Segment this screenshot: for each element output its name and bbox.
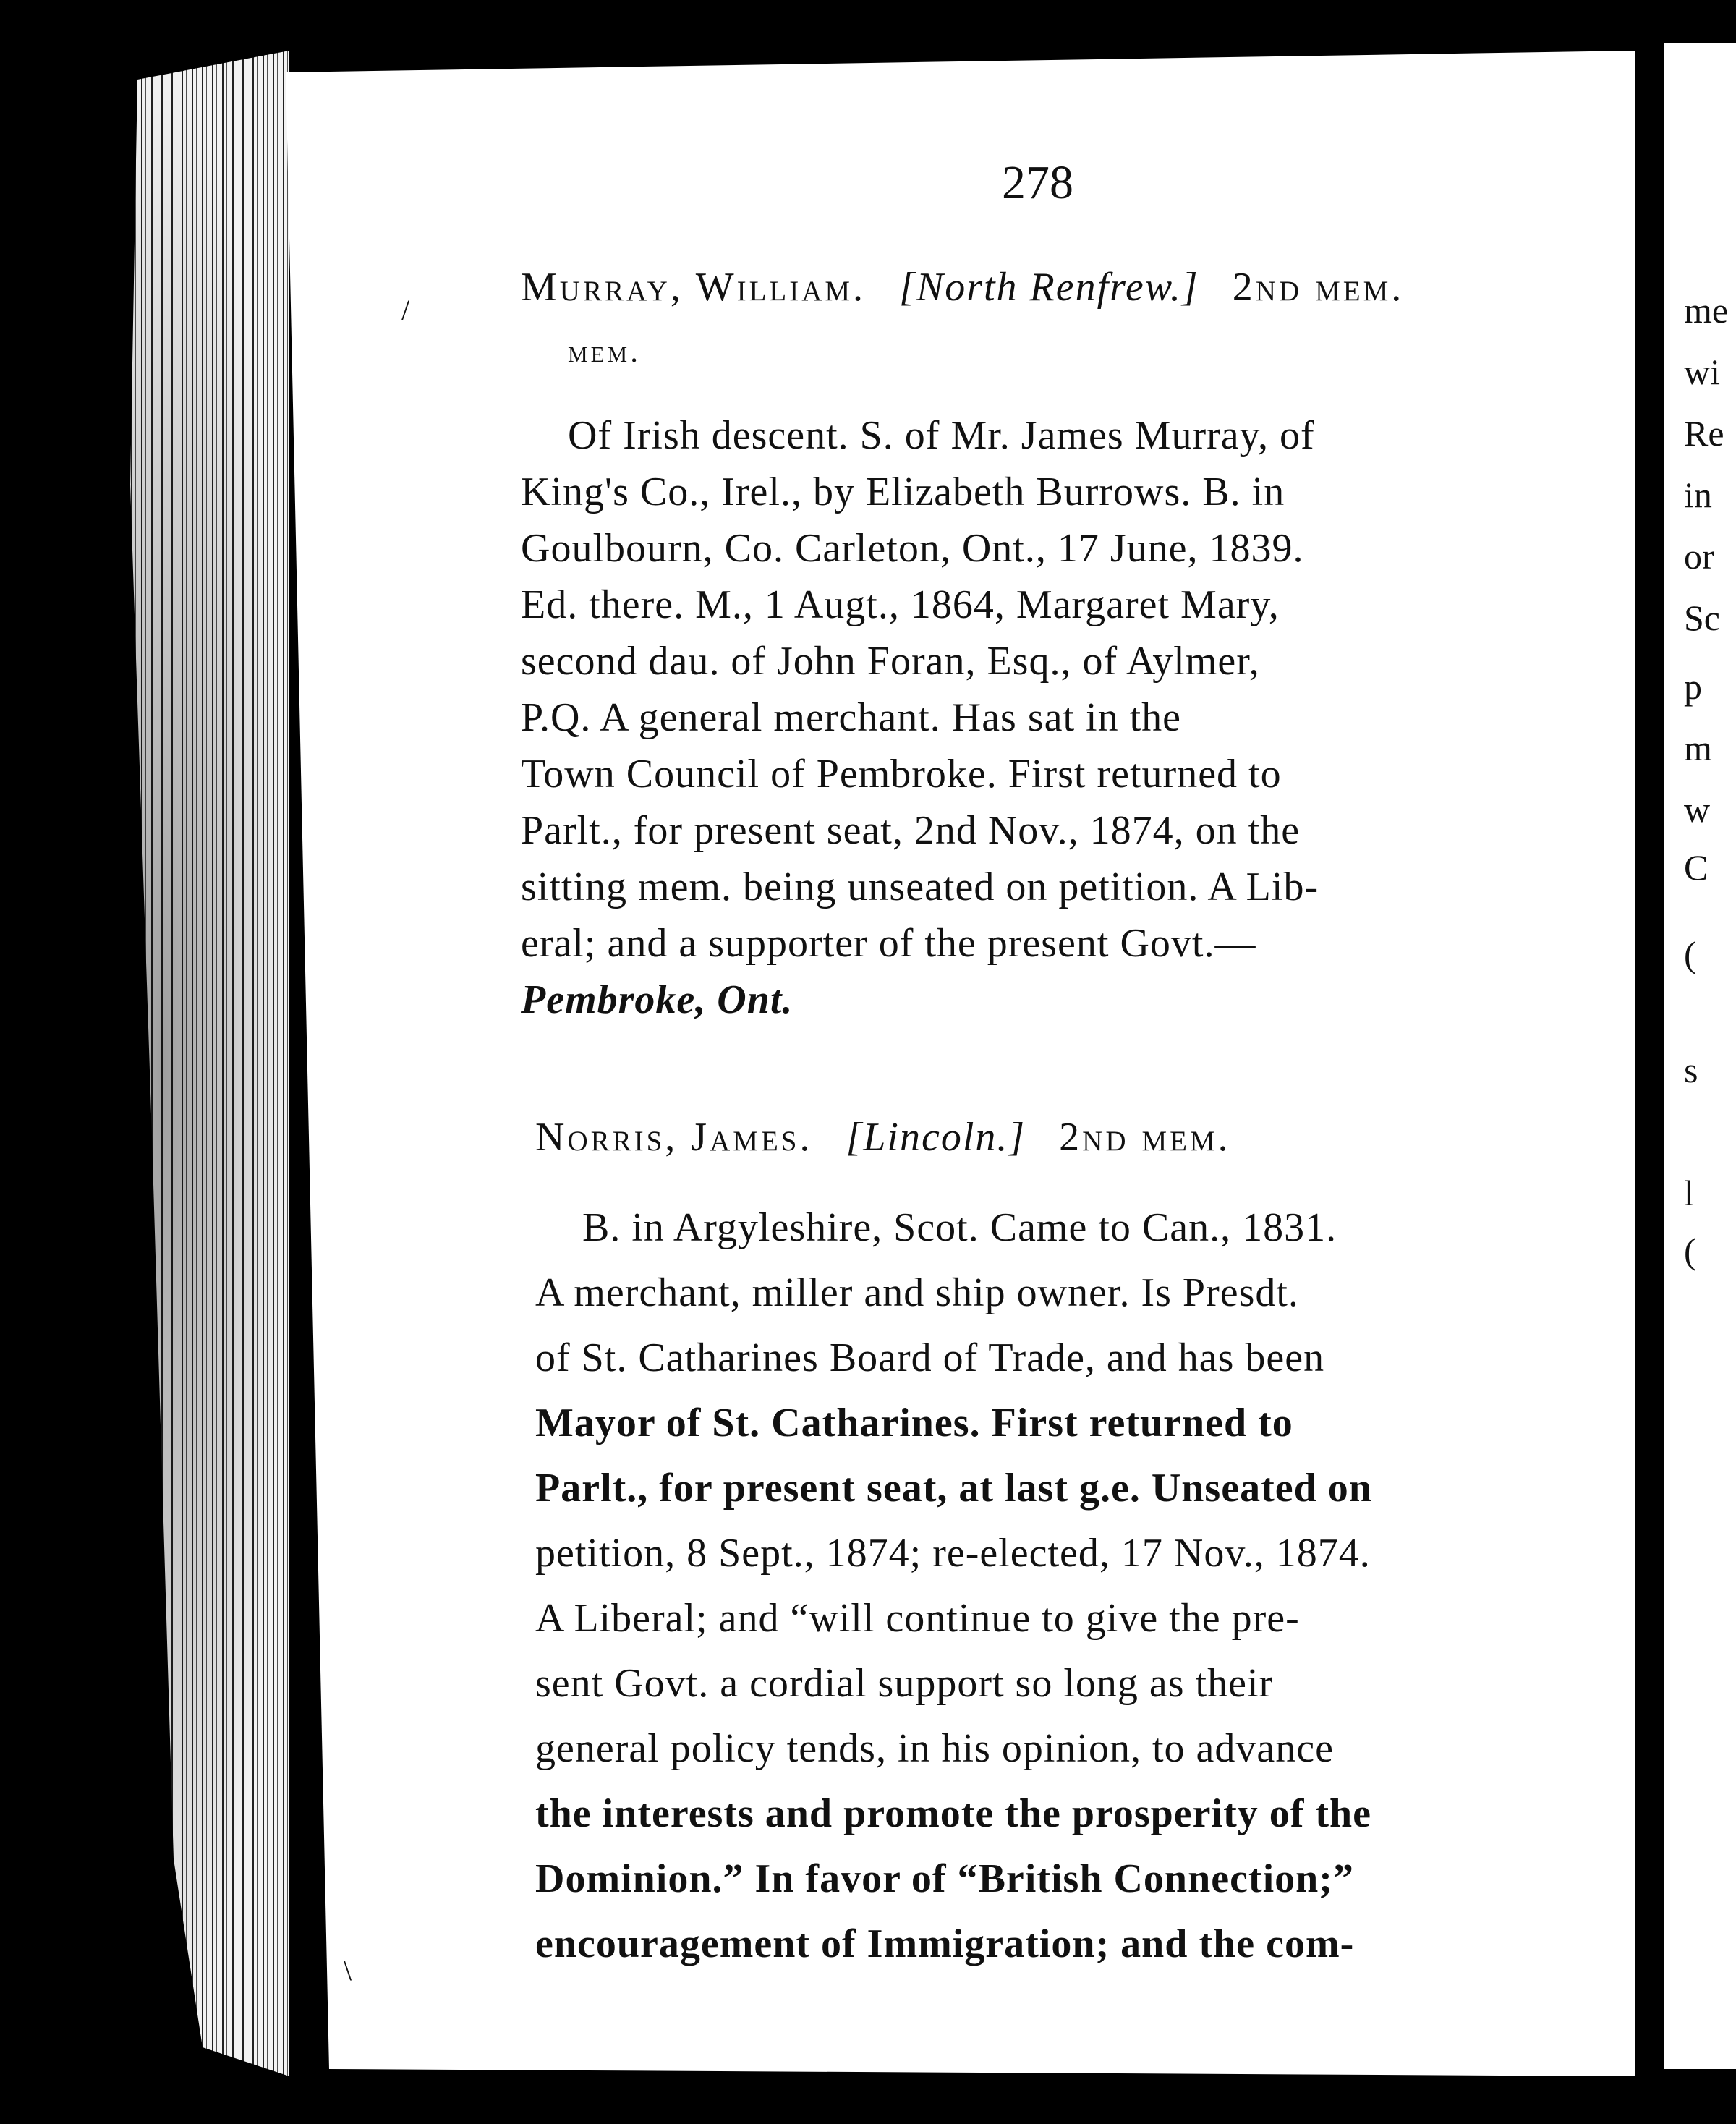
entry-address: Pembroke, Ont. — [521, 977, 793, 1022]
entry-line: Mayor of St. Catharines. First returned to — [535, 1401, 1293, 1445]
next-page-fragment: in — [1684, 475, 1712, 515]
entry-constituency: [North Renfrew.] — [899, 265, 1199, 310]
entry-line: Dominion.” In favor of “British Connection;” — [535, 1856, 1354, 1901]
entry-heading-continuation: mem. — [568, 334, 642, 369]
margin-mark: / — [401, 294, 410, 326]
next-page-fragment: C — [1684, 847, 1709, 888]
entry-line: Parlt., for present seat, at last g.e. Unseated on — [535, 1466, 1372, 1511]
next-page-fragment: l — [1684, 1173, 1694, 1213]
entry-line: general policy tends, in his opinion, to advance — [535, 1726, 1334, 1771]
entry-line: Town Council of Pembroke. First returned to — [521, 752, 1282, 796]
next-page-fragment: me — [1684, 290, 1729, 331]
next-page-fragment: w — [1684, 789, 1711, 830]
entry-name: Norris, James. — [535, 1115, 813, 1160]
next-page-fragment: m — [1684, 728, 1712, 768]
entry-line: second dau. of John Foran, Esq., of Aylmer, — [521, 639, 1260, 684]
next-page-fragment: wi — [1684, 352, 1720, 392]
entry-line: petition, 8 Sept., 1874; re-elected, 17 Nov., 1874. — [535, 1531, 1371, 1576]
next-page-fragment: p — [1684, 666, 1702, 707]
entry-line: encouragement of Immigration; and the com- — [535, 1921, 1355, 1966]
entry-line: P.Q. A general merchant. Has sat in the — [521, 695, 1182, 740]
entry-name: Murray, William. — [521, 265, 867, 310]
margin-mark: \ — [344, 1954, 352, 1987]
book-page — [286, 51, 1635, 2076]
entry-heading — [521, 264, 1404, 310]
entry-line: sitting mem. being unseated on petition. A Lib- — [521, 865, 1319, 909]
entry-line: Ed. there. M., 1 Augt., 1864, Margaret Mary, — [521, 582, 1280, 627]
entry-line: of St. Catharines Board of Trade, and has been — [535, 1335, 1325, 1380]
entry-line: B. in Argyleshire, Scot. Came to Can., 1831. — [582, 1205, 1337, 1250]
next-page-fragment: Re — [1684, 413, 1724, 454]
entry-line: sent Govt. a cordial support so long as their — [535, 1661, 1274, 1706]
entry-line: A merchant, miller and ship owner. Is Presdt. — [535, 1270, 1299, 1315]
next-page-fragment: or — [1684, 536, 1714, 577]
entry-line: eral; and a supporter of the present Govt.— — [521, 921, 1256, 966]
entry-member: 2nd mem. — [1059, 1115, 1231, 1160]
next-page-fragment: ( — [1684, 934, 1696, 974]
entry-line: Goulbourn, Co. Carleton, Ont., 17 June, 1839. — [521, 526, 1304, 571]
next-page-edge — [1664, 43, 1736, 2069]
entry-line: King's Co., Irel., by Elizabeth Burrows. B. in — [521, 470, 1285, 514]
book-page-edges — [109, 51, 289, 2076]
entry-line: the interests and promote the prosperity of the — [535, 1791, 1372, 1836]
page-number: 278 — [1002, 156, 1073, 209]
entry-constituency: [Lincoln.] — [846, 1115, 1026, 1160]
entry-member: 2nd mem. — [1232, 265, 1405, 310]
next-page-fragment: ( — [1684, 1231, 1696, 1271]
next-page-fragment: Sc — [1684, 598, 1720, 638]
entry-line: A Liberal; and “will continue to give the pre- — [535, 1596, 1300, 1641]
next-page-fragment: s — [1684, 1050, 1698, 1090]
entry-heading — [535, 1114, 1231, 1160]
entry-line: Of Irish descent. S. of Mr. James Murray, of — [568, 413, 1315, 458]
entry-line: Parlt., for present seat, 2nd Nov., 1874, on the — [521, 808, 1301, 853]
